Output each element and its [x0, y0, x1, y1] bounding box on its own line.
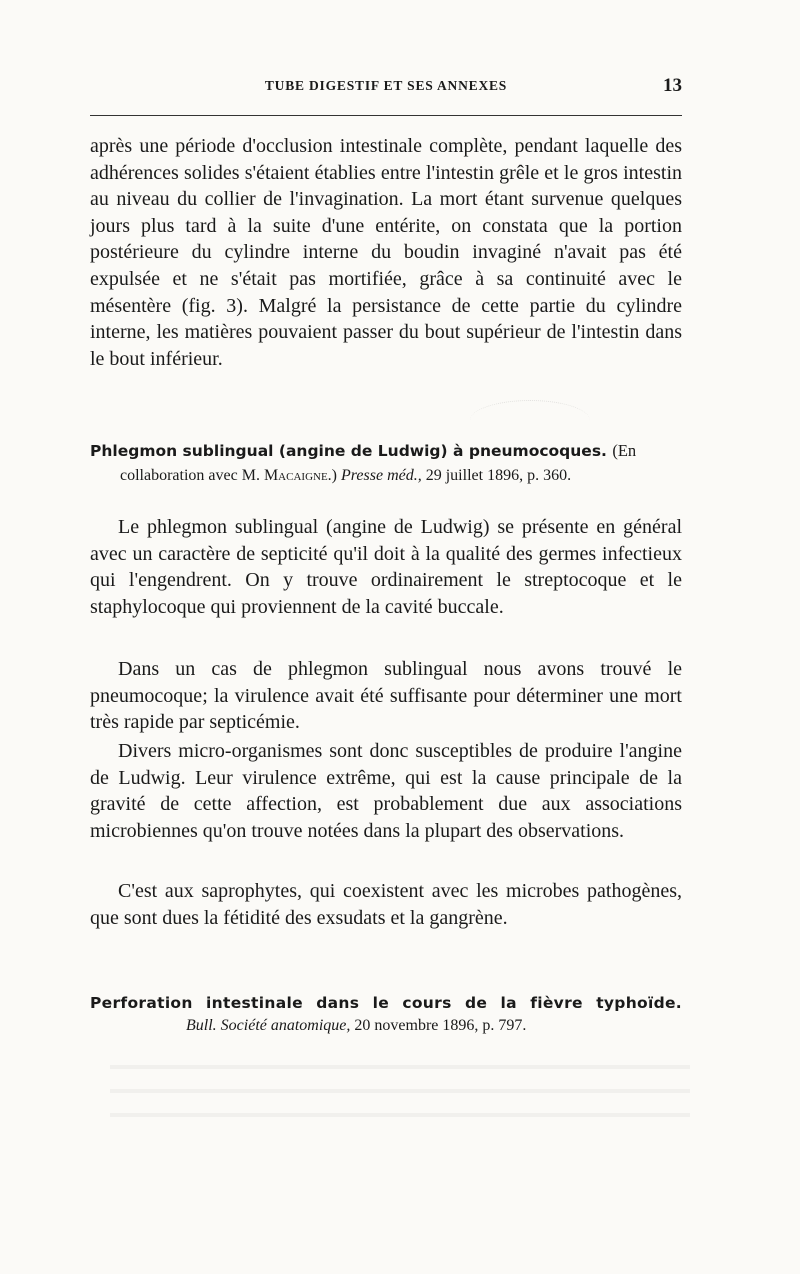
- ref-journal: Presse méd.,: [341, 467, 422, 484]
- section-heading-perforation: [90, 992, 682, 1014]
- section-heading-phlegmon: [90, 440, 682, 462]
- section-title-perforation: Perforation intestinale dans le cours de la fièvre typhoïde.: [90, 994, 682, 1012]
- header-rule: [90, 115, 682, 116]
- running-title: TUBE DIGESTIF ET SES ANNEXES: [264, 78, 508, 93]
- paragraph-phlegmon-1: Le phlegmon sublingual (angine de Ludwig) se présente en général avec un caractère de septicité qu'il doit à la qualité des germes infectieux qui l'engendrent. On y trouve ordinairement le streptocoque et le staphylocoque qui proviennent de la cavité buccale.: [90, 516, 682, 618]
- paragraph-phlegmon-3: Divers micro-organismes sont donc susceptibles de produire l'angine de Ludwig. Leur virulence extrême, qui est la cause principale de la gravité de cette affection, est probablement due aux associations microbiennes qu'on trouve notées dans la plupart des observations.: [90, 740, 682, 842]
- paragraph-phlegmon-2: Dans un cas de phlegmon sublingual nous avons trouvé le pneumocoque; la virulence avait été suffisante pour déterminer une mort très rapide par septicémie.: [90, 658, 682, 734]
- ref-journal-perforation: Bull. Société anatomique,: [186, 1017, 351, 1034]
- page-number: 13: [663, 75, 682, 96]
- section-ref-phlegmon: [120, 465, 680, 487]
- ref-prefix: collaboration avec M.: [120, 467, 260, 484]
- section-ref-open: (En: [612, 441, 637, 460]
- ref-details: 29 juillet 1896, p. 360.: [425, 467, 572, 484]
- running-head: [90, 75, 682, 100]
- ref-author: Macaigne.): [263, 467, 338, 484]
- bleed-through-mark: [470, 400, 590, 441]
- paragraph-phlegmon-4: C'est aux saprophytes, qui coexistent avec les microbes pathogènes, que sont dues la fétidité des exsudats et la gangrène.: [90, 880, 682, 929]
- ref-details-perforation: 20 novembre 1896, p. 797.: [354, 1017, 527, 1034]
- paragraph-continued: après une période d'occlusion intestinale complète, pendant laquelle des adhérences solides s'étaient établies entre l'intestin grêle et le gros intestin au niveau du collier de l'invagination. La mort étant survenue quelques jours plus tard à la suite d'une entérite, on constata que la portion postérieure du cylindre interne du boudin invaginé n'avait pas été expulsée et ne s'était pas mortifiée, grâce à sa continuité avec le mésentère (fig. 3). Malgré la persistance de cette partie du cylindre interne, les matières pouvaient passer du bout supérieur de l'intestin dans le bout inférieur.: [90, 135, 682, 370]
- section-title-phlegmon: Phlegmon sublingual (angine de Ludwig) à pneumocoques.: [90, 442, 607, 460]
- section-ref-perforation: [186, 1015, 680, 1037]
- bleed-through-lines: [110, 1045, 690, 1135]
